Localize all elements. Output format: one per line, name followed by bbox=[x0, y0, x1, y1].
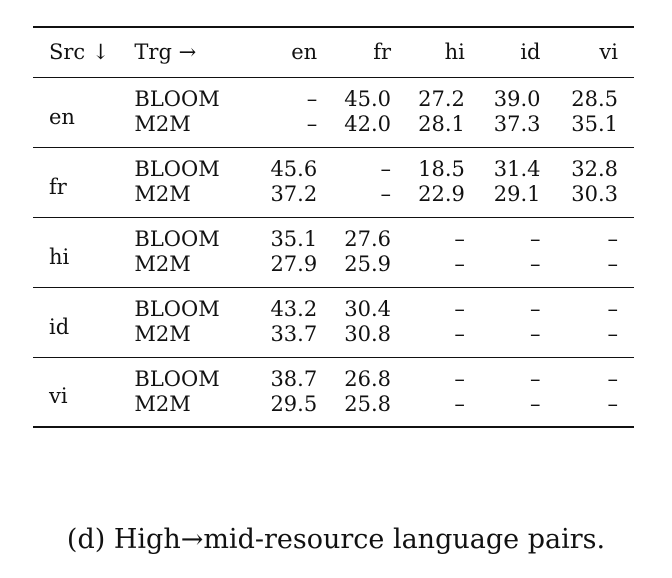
row-group-id bbox=[33, 287, 634, 357]
header-col-en: en bbox=[249, 27, 323, 77]
value-cell: – bbox=[454, 251, 465, 276]
src-label: en bbox=[49, 104, 75, 129]
value-cell: – bbox=[530, 227, 541, 252]
value-cell: – bbox=[607, 251, 618, 276]
value-cell: 30.4 bbox=[344, 297, 392, 322]
value-cell: 31.4 bbox=[493, 157, 541, 182]
table-caption: (d) High→mid-resource language pairs. bbox=[66, 524, 606, 555]
results-table bbox=[33, 26, 634, 428]
value-cell: 37.3 bbox=[493, 111, 541, 136]
header-col-vi: vi bbox=[547, 27, 635, 77]
value-cell: 26.8 bbox=[344, 367, 392, 392]
src-label: hi bbox=[49, 244, 70, 269]
value-cell: – bbox=[530, 391, 541, 416]
value-cell: – bbox=[380, 181, 392, 206]
model-label: BLOOM bbox=[134, 87, 220, 112]
value-cell: 45.6 bbox=[270, 157, 318, 182]
value-cell: – bbox=[454, 391, 465, 416]
table-row bbox=[33, 357, 634, 392]
value-cell: 18.5 bbox=[418, 157, 465, 182]
results-table-container bbox=[33, 26, 634, 428]
model-label: BLOOM bbox=[134, 227, 220, 252]
header-col-id: id bbox=[471, 27, 547, 77]
value-cell: – bbox=[380, 157, 392, 182]
value-cell: – bbox=[306, 111, 318, 136]
row-group-en bbox=[33, 77, 634, 147]
model-label: M2M bbox=[134, 111, 191, 136]
value-cell: – bbox=[607, 297, 618, 322]
src-label: id bbox=[49, 314, 70, 339]
value-cell: – bbox=[530, 367, 541, 392]
table-row bbox=[33, 287, 634, 322]
model-label: M2M bbox=[134, 391, 191, 416]
value-cell: – bbox=[607, 391, 618, 416]
value-cell: 27.6 bbox=[344, 227, 392, 252]
value-cell: 27.2 bbox=[418, 87, 465, 112]
value-cell: – bbox=[454, 227, 465, 252]
value-cell: 27.9 bbox=[270, 251, 318, 276]
model-label: BLOOM bbox=[134, 367, 220, 392]
model-label: BLOOM bbox=[134, 157, 220, 182]
value-cell: – bbox=[607, 227, 618, 252]
header-col-hi: hi bbox=[397, 27, 471, 77]
value-cell: 22.9 bbox=[418, 181, 465, 206]
row-group-fr bbox=[33, 147, 634, 217]
value-cell: – bbox=[454, 297, 465, 322]
value-cell: 35.1 bbox=[571, 111, 618, 136]
row-group-vi bbox=[33, 357, 634, 427]
value-cell: 32.8 bbox=[571, 157, 618, 182]
value-cell: 29.5 bbox=[270, 391, 318, 416]
value-cell: 35.1 bbox=[270, 227, 318, 252]
value-cell: 38.7 bbox=[270, 367, 318, 392]
model-label: M2M bbox=[134, 321, 191, 346]
value-cell: 25.8 bbox=[344, 391, 392, 416]
row-group-hi bbox=[33, 217, 634, 287]
value-cell: 45.0 bbox=[344, 87, 392, 112]
value-cell: – bbox=[454, 367, 465, 392]
table-row bbox=[33, 217, 634, 252]
src-label: fr bbox=[49, 174, 67, 199]
value-cell: – bbox=[306, 87, 318, 112]
value-cell: – bbox=[607, 367, 618, 392]
table-header-row bbox=[33, 27, 634, 77]
value-cell: – bbox=[607, 321, 618, 346]
header-col-fr: fr bbox=[323, 27, 397, 77]
model-label: M2M bbox=[134, 181, 191, 206]
value-cell: 25.9 bbox=[344, 251, 392, 276]
table-row bbox=[33, 147, 634, 182]
value-cell: 28.1 bbox=[418, 111, 465, 136]
value-cell: 37.2 bbox=[270, 181, 318, 206]
value-cell: – bbox=[454, 321, 465, 346]
model-label: M2M bbox=[134, 251, 191, 276]
value-cell: – bbox=[530, 251, 541, 276]
value-cell: – bbox=[530, 297, 541, 322]
src-label: vi bbox=[49, 384, 68, 409]
value-cell: 43.2 bbox=[270, 297, 318, 322]
value-cell: 29.1 bbox=[493, 181, 541, 206]
value-cell: 30.3 bbox=[571, 181, 618, 206]
value-cell: 33.7 bbox=[270, 321, 318, 346]
value-cell: 28.5 bbox=[571, 87, 618, 112]
value-cell: – bbox=[530, 321, 541, 346]
header-src: Src ↓ bbox=[33, 27, 134, 77]
value-cell: 42.0 bbox=[344, 111, 392, 136]
model-label: BLOOM bbox=[134, 297, 220, 322]
value-cell: 39.0 bbox=[493, 87, 541, 112]
value-cell: 30.8 bbox=[344, 321, 392, 346]
table-row bbox=[33, 77, 634, 112]
header-trg: Trg → bbox=[134, 27, 249, 77]
